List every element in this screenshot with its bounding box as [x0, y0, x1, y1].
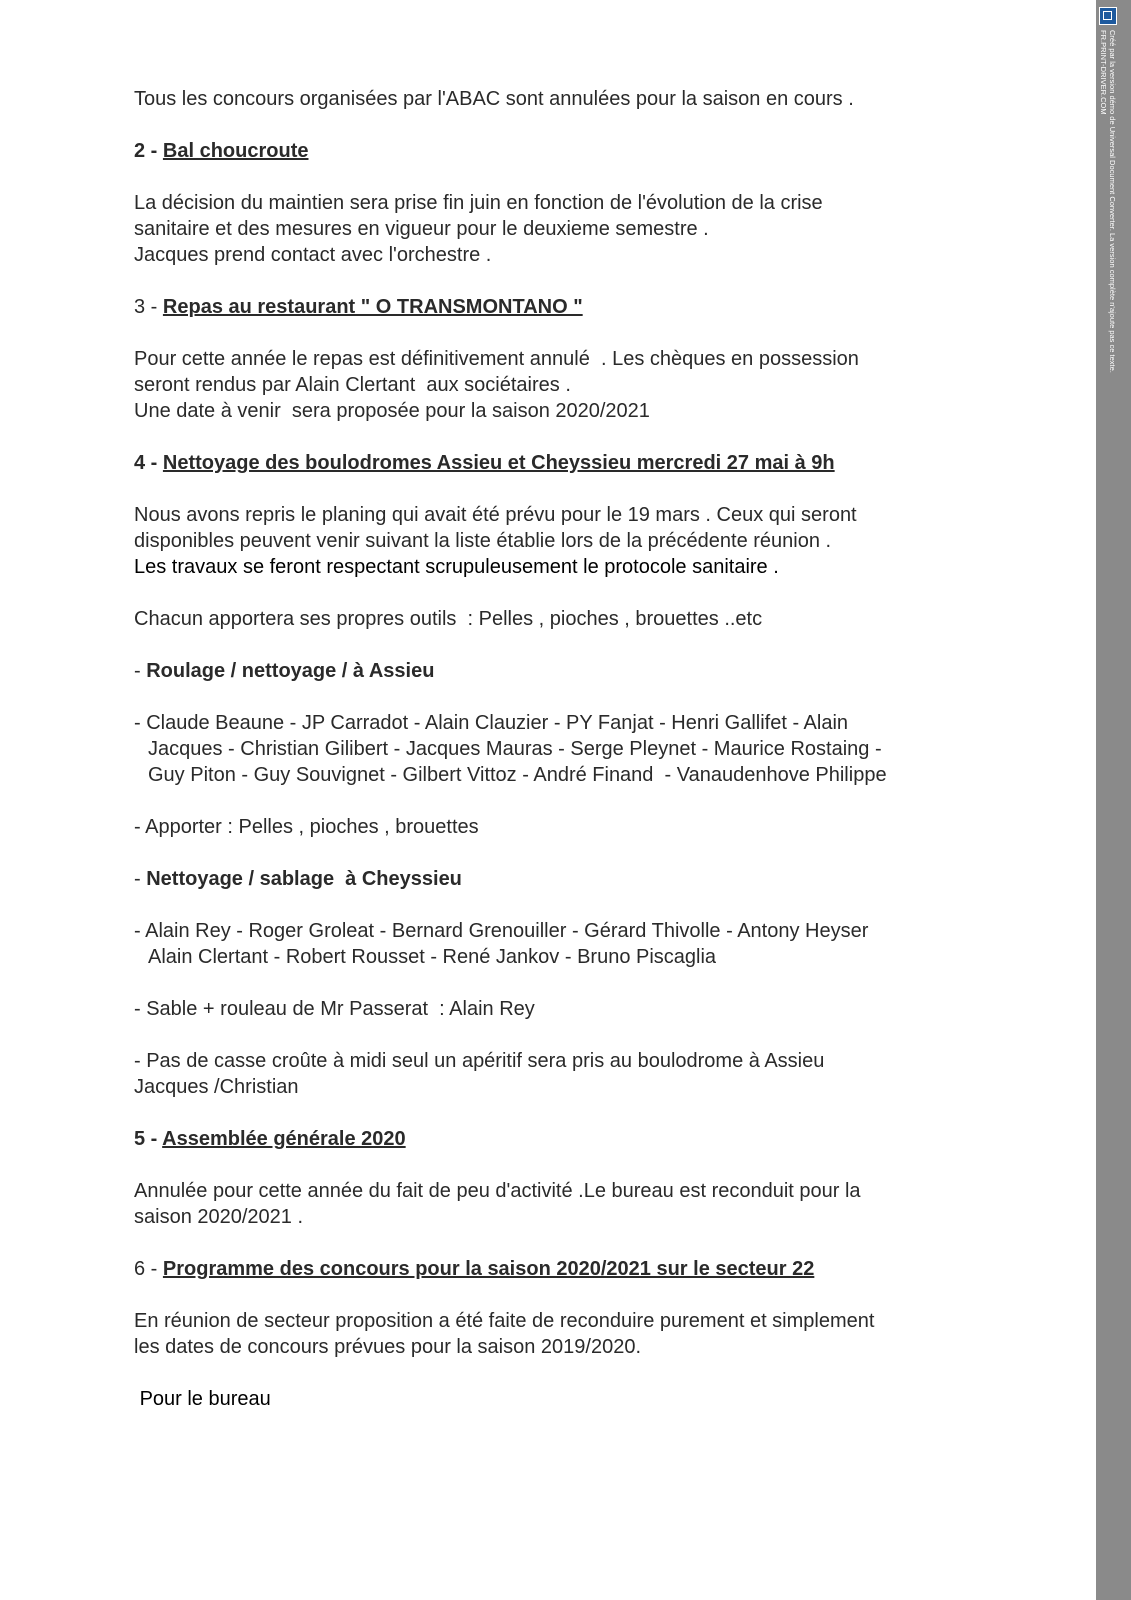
text-line: En réunion de secteur proposition a été faite de reconduire purement et simplement [134, 1310, 875, 1332]
section-number: 4 - [134, 452, 163, 474]
watermark-line: Créé par la version démo de Universal Document Converter. La version complète n'ajoute pas ce texte. [1108, 30, 1117, 373]
watermark-line: FR.PRINT-DRIVER.COM [1099, 30, 1108, 115]
names-line: - Claude Beaune - JP Carradot - Alain Clauzier - PY Fanjat - Henri Gallifet - Alain [134, 712, 849, 734]
watermark-sidebar [1096, 0, 1131, 1600]
section-4-heading [134, 450, 1034, 476]
text-line: Pour cette année le repas est définitivement annulé . Les chèques en possession [134, 348, 859, 370]
assieu-subheading [134, 658, 1034, 684]
text-line: seront rendus par Alain Clertant aux sociétaires . [134, 374, 571, 396]
section-title: Repas au restaurant " O TRANSMONTANO " [162, 296, 583, 318]
dash: - [134, 868, 147, 890]
sable-line: - Sable + rouleau de Mr Passerat : Alain Rey [134, 998, 535, 1020]
section-number: 6 - [134, 1258, 163, 1280]
names-line: - Alain Rey - Roger Groleat - Bernard Grenouiller - Gérard Thivolle - Antony Heyser [134, 920, 869, 942]
text-line: Nous avons repris le planing qui avait été prévu pour le 19 mars . Ceux qui seront [134, 504, 857, 526]
text-line: disponibles peuvent venir suivant la liste établie lors de la précédente réunion . [134, 530, 832, 552]
names-line: Alain Clertant - Robert Rousset - René Jankov - Bruno Piscaglia [148, 946, 717, 968]
section-5-heading [134, 1126, 1034, 1152]
tools-line: Chacun apportera ses propres outils : Pelles , pioches , brouettes ..etc [134, 608, 763, 630]
cheyssieu-subheading [134, 866, 1034, 892]
text-line: sanitaire et des mesures en vigueur pour le deuxieme semestre . [134, 218, 709, 240]
bring-line: - Apporter : Pelles , pioches , brouettes [134, 816, 479, 838]
section-6-heading [134, 1256, 1034, 1282]
text-line: Jacques /Christian [134, 1076, 299, 1098]
section-number: 5 - [134, 1128, 163, 1150]
text-line: Une date à venir sera proposée pour la saison 2020/2021 [134, 400, 650, 422]
section-2-heading [134, 138, 1034, 164]
dash: - [134, 660, 147, 682]
intro-paragraph: Tous les concours organisées par l'ABAC sont annulées pour la saison en cours . [134, 88, 854, 110]
section-number: 3 - [134, 296, 163, 318]
section-number: 2 - [134, 140, 163, 162]
text-line: saison 2020/2021 . [134, 1206, 304, 1228]
text-line: - Pas de casse croûte à midi seul un apéritif sera pris au boulodrome à Assieu [134, 1050, 825, 1072]
section-title: Bal choucroute [162, 140, 309, 162]
converter-logo-icon [1099, 7, 1117, 25]
names-line: Guy Piton - Guy Souvignet - Gilbert Vittoz - André Finand - Vanaudenhove Philippe [148, 764, 887, 786]
section-title: Nettoyage des boulodromes Assieu et Cheyssieu mercredi 27 mai à 9h [162, 452, 835, 474]
section-title: Programme des concours pour la saison 2020/2021 sur le secteur 22 [162, 1258, 815, 1280]
section-3-heading [134, 294, 1034, 320]
watermark-text [1099, 30, 1117, 373]
document-page [134, 86, 1034, 1412]
text-line: La décision du maintien sera prise fin juin en fonction de l'évolution de la crise [134, 192, 823, 214]
text-line: Annulée pour cette année du fait de peu d'activité .Le bureau est reconduit pour la [134, 1180, 861, 1202]
text-line: Jacques prend contact avec l'orchestre . [134, 244, 492, 266]
names-line: Jacques - Christian Gilibert - Jacques Mauras - Serge Pleynet - Maurice Rostaing - [148, 738, 882, 760]
closing-line: Pour le bureau [134, 1388, 271, 1410]
subheading-title: Nettoyage / sablage à Cheyssieu [146, 868, 462, 890]
text-line: les dates de concours prévues pour la saison 2019/2020. [134, 1336, 642, 1358]
text-line: Les travaux se feront respectant scrupuleusement le protocole sanitaire . [134, 556, 779, 578]
section-title: Assemblée générale 2020 [162, 1128, 406, 1150]
subheading-title: Roulage / nettoyage / à Assieu [146, 660, 435, 682]
